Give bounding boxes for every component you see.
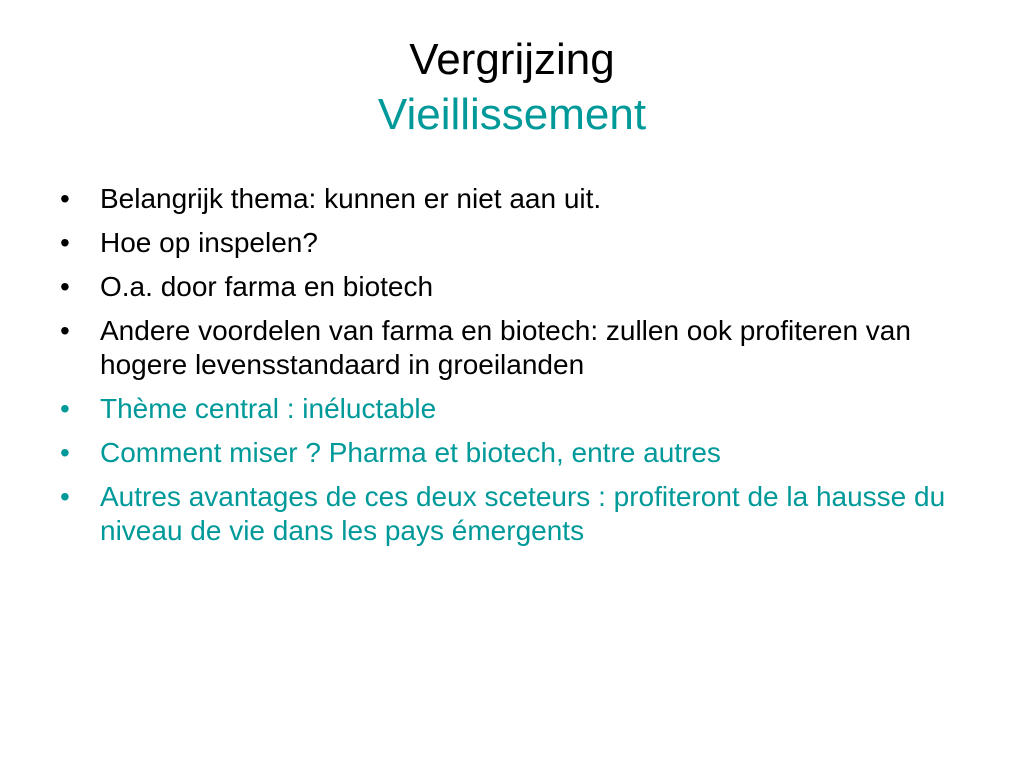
bullet-item-fr-2 — [60, 436, 980, 470]
bullet-icon: • — [60, 271, 70, 302]
bullet-text: Autres avantages de ces deux sceteurs : profiteront de la hausse du niveau de vie dans les pays émergents — [100, 481, 946, 546]
bullet-item-nl-2 — [60, 226, 980, 260]
slide-title — [0, 32, 1024, 142]
bullet-text: O.a. door farma en biotech — [100, 271, 434, 302]
bullet-icon: • — [60, 481, 70, 512]
bullet-item-fr-1 — [60, 392, 980, 426]
bullet-text: Andere voordelen van farma en biotech: zullen ook profiteren van hogere levensstandaard in groeilanden — [100, 315, 911, 380]
bullet-item-nl-1 — [60, 182, 980, 216]
title-dutch: Vergrijzing — [409, 35, 615, 84]
bullet-list — [60, 182, 980, 558]
bullet-icon: • — [60, 183, 70, 214]
bullet-icon: • — [60, 437, 70, 468]
bullet-item-nl-3 — [60, 270, 980, 304]
bullet-icon: • — [60, 315, 70, 346]
bullet-text: Thème central : inéluctable — [100, 393, 437, 424]
bullet-item-nl-4 — [60, 314, 980, 382]
bullet-icon: • — [60, 227, 70, 258]
title-french: Vieillissement — [377, 90, 647, 139]
bullet-text: Comment miser ? Pharma et biotech, entre autres — [100, 437, 721, 468]
bullet-text: Belangrijk thema: kunnen er niet aan uit. — [100, 183, 602, 214]
bullet-item-fr-3 — [60, 480, 980, 548]
bullet-text: Hoe op inspelen? — [100, 227, 318, 258]
bullet-icon: • — [60, 393, 70, 424]
